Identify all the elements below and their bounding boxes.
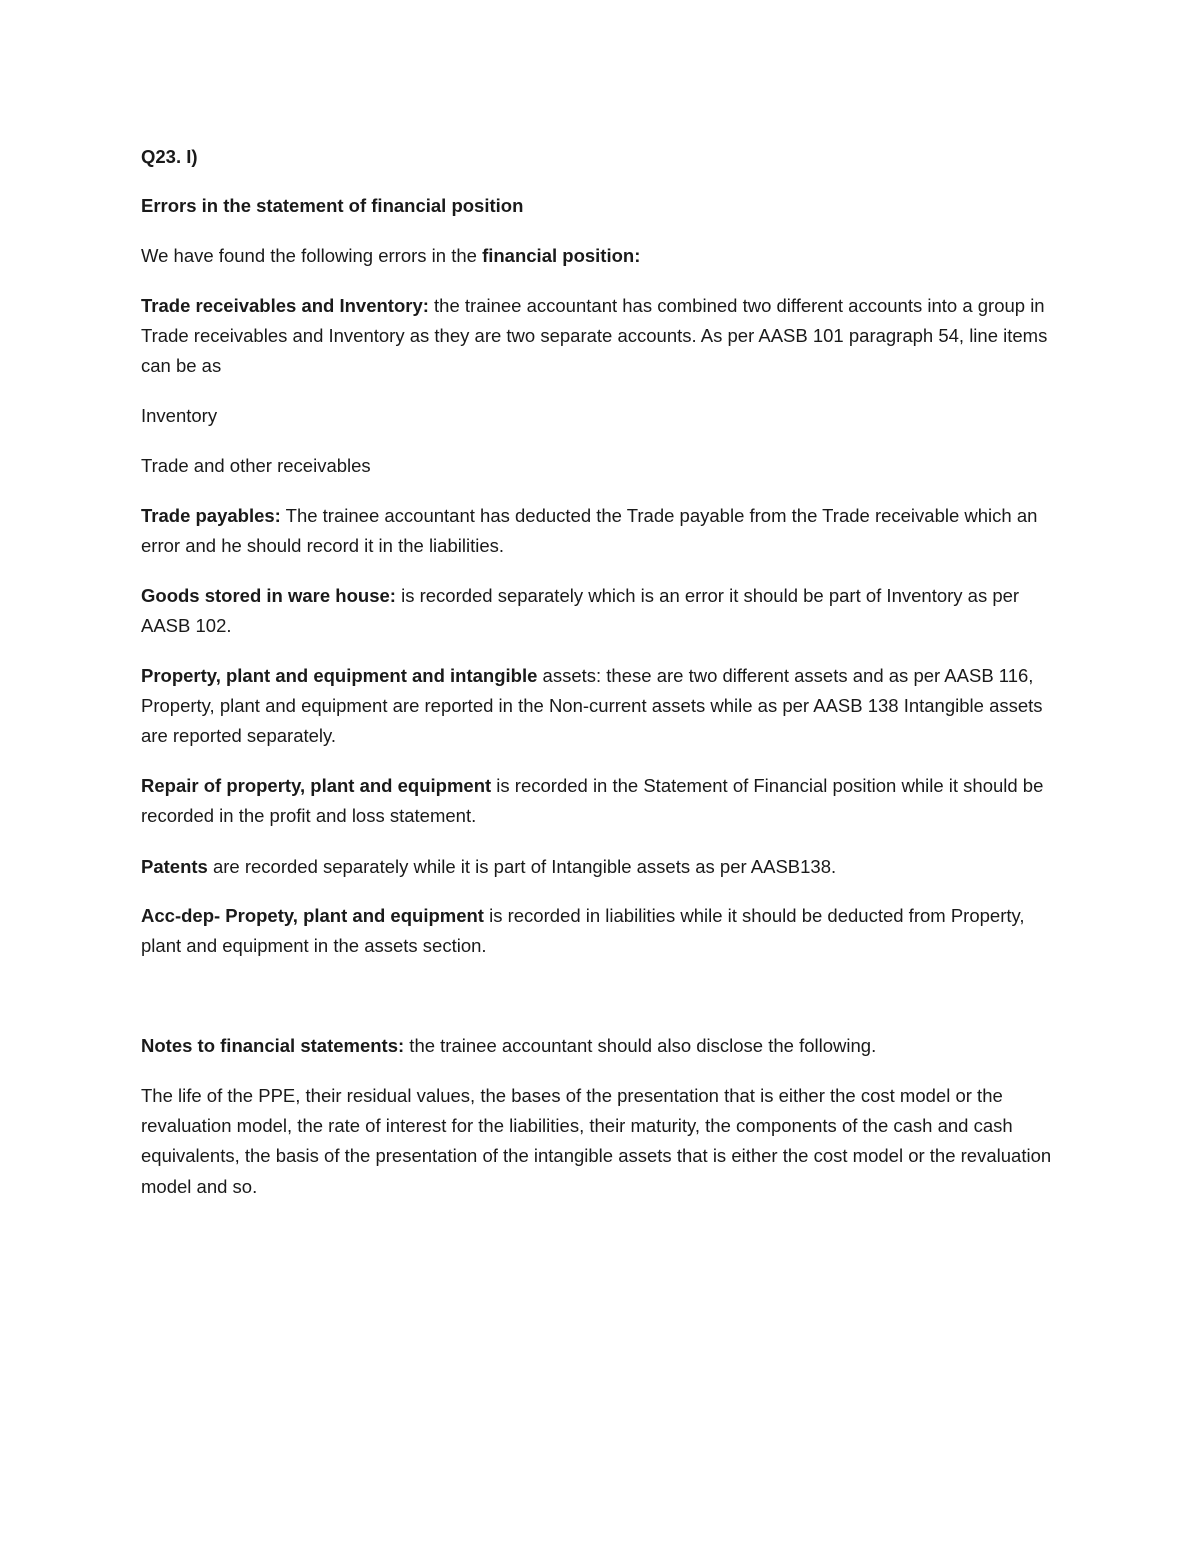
error-ppe-intangible: Property, plant and equipment and intangible assets: these are two different assets and as per AASB 116, Property, plant and equipment are reported in the Non-current assets while as per AASB 138 Intangible assets are reported separately.: [141, 665, 1043, 747]
line-item-trade-receivables: Trade and other receivables: [141, 455, 371, 476]
error-repair-ppe: Repair of property, plant and equipment is recorded in the Statement of Financial position while it should be recorded in the profit and loss statement.: [141, 775, 1044, 827]
question-heading: Q23. I): [141, 146, 198, 167]
error-trade-payables: Trade payables: The trainee accountant has deducted the Trade payable from the Trade receivable which an error and he should record it in the liabilities.: [141, 505, 1038, 557]
error-goods-warehouse: Goods stored in ware house: is recorded separately which is an error it should be part of Inventory as per AASB 102.: [141, 585, 1020, 637]
error-patents: Patents are recorded separately while it is part of Intangible assets as per AASB138.: [141, 856, 837, 877]
intro-paragraph: We have found the following errors in the financial position:: [141, 245, 641, 266]
error-acc-dep: Acc-dep- Propety, plant and equipment is recorded in liabilities while it should be deducted from Property, plant and equipment in the assets section.: [141, 905, 1025, 957]
line-item-inventory: Inventory: [141, 405, 218, 426]
notes-paragraph: Notes to financial statements: the trainee accountant should also disclose the following.: [141, 1035, 877, 1056]
section-title: Errors in the statement of financial position: [141, 195, 524, 216]
closing-paragraph: The life of the PPE, their residual values, the bases of the presentation that is either the cost model or the revaluation model, the rate of interest for the liabilities, their maturity, the components of the cash and cash equivalents, the basis of the presentation of the intangible assets that is either the cost model or the revaluation model and so.: [141, 1085, 1052, 1197]
error-trade-receivables: Trade receivables and Inventory: the trainee accountant has combined two different accounts into a group in Trade receivables and Inventory as they are two separate accounts. As per AASB 101 paragraph 54, line items can be as: [141, 295, 1048, 377]
